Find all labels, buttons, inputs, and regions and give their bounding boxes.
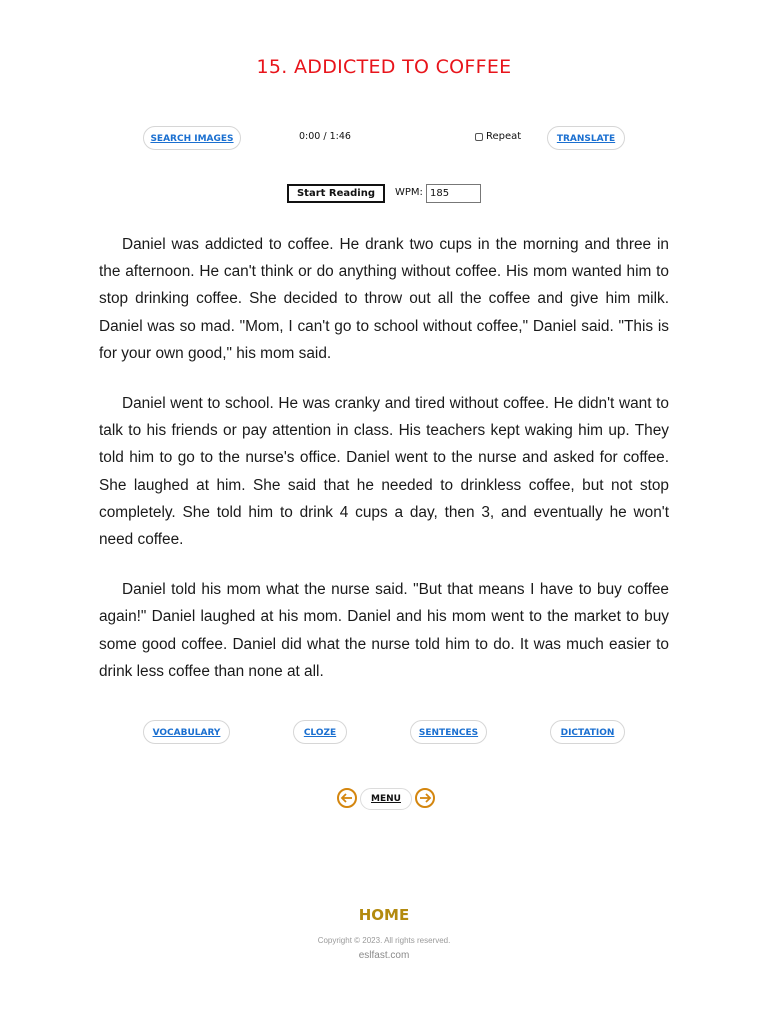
- story-paragraph: Daniel went to school. He was cranky and tired without coffee. He didn't want to talk to his friends or pay attention in class. His teachers kept waking him up. They told him to go to the nurse's office. Daniel went to the nurse and asked for coffee. She laughed at him. She said that he needed to drinkless coffee, but not stop completely. She told him to drink 4 cups a day, then 3, and eventually he won't need coffee.: [99, 395, 669, 549]
- start-reading-button[interactable]: Start Reading: [287, 184, 385, 203]
- story-text: [99, 231, 669, 708]
- site-name: eslfast.com: [358, 950, 410, 961]
- copyright-text: Copyright © 2023. All rights reserved.: [317, 936, 451, 945]
- audio-time-display: 0:00 / 1:46: [299, 131, 351, 142]
- previous-story-button[interactable]: [337, 788, 357, 808]
- translate-button[interactable]: TRANSLATE: [547, 126, 625, 150]
- story-paragraph: Daniel was addicted to coffee. He drank two cups in the morning and three in the afternoon. He can't think or do anything without coffee. His mom wanted him to stop drinking coffee. She decided to throw out all the coffee and give him milk. Daniel was so mad. "Mom, I can't go to school without coffee," Daniel said. "This is for your own good," his mom said.: [99, 236, 669, 362]
- home-link[interactable]: HOME: [358, 906, 410, 924]
- arrow-left-circle-icon: [340, 791, 354, 805]
- page-title: 15. ADDICTED TO COFFEE: [256, 56, 512, 78]
- repeat-label: Repeat: [486, 131, 522, 142]
- story-paragraph: Daniel told his mom what the nurse said. "But that means I have to buy coffee again!" Daniel laughed at his mom. Daniel and his mom went to the market to buy some good coffee. Daniel did what the nurse told him to do. It was much easier to drink less coffee than none at all.: [99, 581, 669, 680]
- dictation-button[interactable]: DICTATION: [550, 720, 625, 744]
- cloze-button[interactable]: CLOZE: [293, 720, 347, 744]
- wpm-input[interactable]: [426, 184, 481, 203]
- next-story-button[interactable]: [415, 788, 435, 808]
- search-images-button[interactable]: SEARCH IMAGES: [143, 126, 241, 150]
- repeat-checkbox[interactable]: [475, 133, 483, 141]
- sentences-button[interactable]: SENTENCES: [410, 720, 487, 744]
- arrow-right-circle-icon: [418, 791, 432, 805]
- repeat-toggle[interactable]: [475, 131, 521, 142]
- wpm-label: WPM:: [395, 187, 423, 198]
- vocabulary-button[interactable]: VOCABULARY: [143, 720, 230, 744]
- menu-button[interactable]: MENU: [360, 788, 412, 810]
